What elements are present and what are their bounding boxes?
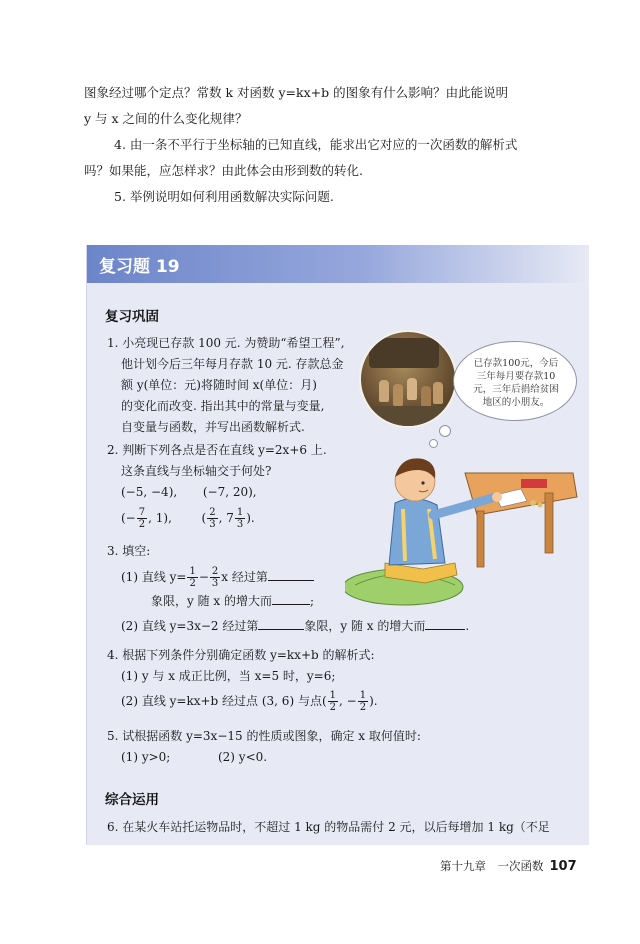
point: (−7, 20),: [202, 485, 257, 499]
thought-bubble-text: 已存款100元，今后三年每月要存款10元，三年后捐给贫困地区的小朋友。: [473, 358, 559, 408]
text: x 经过第: [221, 570, 268, 584]
text: ;: [310, 594, 315, 608]
point: (−5, −4),: [121, 485, 178, 499]
text-line: 6. 在某火车站托运物品时，不超过 1 kg 的物品需付 2 元，以后每增加 1 kg（不足: [107, 820, 550, 834]
denominator: 2: [359, 702, 367, 713]
review-header: [87, 245, 589, 283]
question-5: [107, 726, 577, 768]
numerator: 1: [329, 690, 337, 701]
denominator: 3: [236, 519, 244, 530]
text: (2) 直线 y=kx+b 经过点 (3, 6) 与点: [121, 694, 322, 708]
text-line: (1) y 与 x 成正比例，当 x=5 时，y=6;: [121, 669, 336, 683]
paren: (: [201, 511, 207, 525]
q5-parts: [107, 747, 577, 768]
text: (1) 直线 y=: [121, 570, 187, 584]
item-4-line: 吗？如果能，应怎样求？由此体会由形到数的转化.: [84, 163, 363, 178]
fraction: [328, 690, 338, 713]
text-line: 这条直线与坐标轴交于何处?: [121, 464, 272, 478]
text-line: 额 y(单位：元)将随时间 x(单位：月): [121, 378, 317, 392]
point: [121, 507, 176, 530]
fraction: [207, 507, 217, 530]
item-5: 5. 举例说明如何利用函数解决实际问题.: [114, 189, 334, 204]
text: .: [465, 619, 470, 633]
paren: (−: [121, 511, 136, 525]
item-4-line: 4. 由一条不平行于坐标轴的已知直线，能求出它对应的一次函数的解析式: [114, 137, 518, 152]
text-line: 自变量与函数，并写出函数解析式.: [121, 420, 305, 434]
numerator: 1: [189, 566, 196, 577]
text-line: 3. 填空:: [107, 544, 151, 558]
text-line: 的变化而改变. 指出其中的常量与变量,: [121, 399, 325, 413]
point: [201, 507, 255, 530]
text: , 7: [218, 511, 234, 525]
paren: ).: [369, 694, 378, 708]
fraction: [210, 566, 220, 589]
text-line: 2. 判断下列各点是否在直线 y=2x+6 上.: [107, 443, 327, 457]
denominator: 2: [329, 702, 337, 713]
numerator: 1: [236, 507, 244, 518]
numerator: 2: [211, 566, 219, 577]
text: (2) y<0.: [217, 750, 268, 764]
boy-writing-illustration: [345, 445, 585, 615]
denominator: 3: [211, 578, 219, 589]
text: −: [198, 570, 209, 584]
text-line: 5. 试根据函数 y=3x−15 的性质或图象，确定 x 取何值时:: [107, 729, 421, 743]
text-line: 4. 根据下列条件分别确定函数 y=kx+b 的解析式:: [107, 648, 375, 662]
blank[interactable]: [268, 568, 314, 581]
fraction: [187, 566, 197, 589]
page-footer: [440, 858, 577, 874]
blank[interactable]: [425, 617, 465, 630]
fraction: [137, 507, 147, 530]
paren: , 1),: [148, 511, 172, 525]
question-2: [107, 440, 357, 530]
page-number: 107: [549, 859, 577, 874]
fraction: [235, 507, 245, 530]
chapter-title: 第十九章 一次函数: [440, 859, 544, 873]
q4-part-2: [107, 690, 577, 713]
q3-part-2: [107, 616, 577, 637]
question-6: [107, 817, 587, 838]
bubble-dot: [439, 425, 451, 437]
text: , −: [339, 694, 357, 708]
denominator: 3: [209, 519, 216, 530]
question-4: [107, 645, 577, 713]
paren: ).: [246, 511, 255, 525]
numerator: 7: [138, 507, 146, 518]
text: 象限，y 随 x 的增大而: [151, 594, 272, 608]
section-title-review: 复习巩固: [105, 309, 159, 325]
review-exercises-box: [86, 245, 589, 845]
numerator: 2: [209, 507, 216, 518]
text-line: 他计划今后三年每月存款 10 元. 存款总金: [121, 357, 344, 371]
paren: (: [321, 694, 327, 708]
fraction: [358, 690, 368, 713]
text-line: 图象经过哪个定点？常数 k 对函数 y=kx+b 的图象有什么影响？由此能说明: [84, 85, 509, 100]
denominator: 2: [189, 578, 196, 589]
text-line: y 与 x 之间的什么变化规律？: [84, 111, 248, 126]
numerator: 1: [359, 690, 367, 701]
text: (2) 直线 y=3x−2 经过第: [121, 619, 259, 633]
top-text-block: [84, 80, 584, 210]
text: (1) y>0;: [121, 750, 171, 764]
children-photo-illustration: [359, 330, 457, 428]
text-line: 1. 小亮现已存款 100 元. 为赞助“希望工程”,: [107, 336, 345, 350]
question-1: [107, 333, 347, 438]
text: 象限，y 随 x 的增大而: [304, 619, 426, 633]
points-row: [107, 482, 357, 503]
blank[interactable]: [258, 617, 304, 630]
section-title-application: 综合运用: [105, 792, 159, 808]
points-row: [107, 507, 357, 530]
denominator: 2: [138, 519, 146, 530]
review-title: 复习题 19: [99, 257, 180, 277]
blank[interactable]: [272, 592, 310, 605]
